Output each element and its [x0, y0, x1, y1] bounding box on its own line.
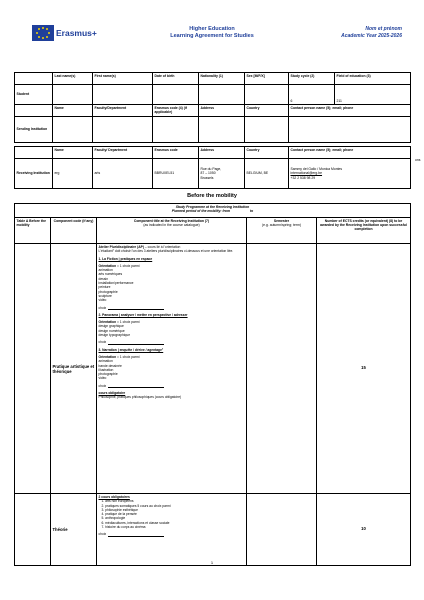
- col-code-text: Component code (if any): [53, 219, 94, 223]
- col-title-text: Component title at the Receiving Institution (7): [133, 219, 210, 223]
- group1-components[interactable]: [97, 244, 247, 494]
- last-name-cell[interactable]: [53, 85, 93, 105]
- theory-item[interactable]: 2. pratiques somatiques 5 cours au choix parmi: [101, 503, 171, 508]
- header-right: [328, 26, 402, 40]
- table-a-label: Table A Before the mobility: [15, 218, 51, 244]
- sending-header-name: Name: [53, 105, 93, 117]
- sending-corner: [15, 105, 53, 117]
- eu-flag-icon: [32, 25, 54, 41]
- choix-label: choix: [98, 383, 107, 388]
- receiving-name-cell[interactable]: erg: [53, 159, 93, 189]
- s1-item[interactable]: vidéo: [98, 298, 107, 303]
- choix-label: choix: [98, 305, 107, 310]
- group2-left: [15, 494, 51, 566]
- group1-semester-cell[interactable]: [247, 244, 317, 494]
- sending-faculty-cell[interactable]: [93, 117, 153, 143]
- theory-item[interactable]: 6. médiacultures, interactions et classe sociale: [101, 520, 170, 525]
- study-programme-table: [14, 203, 411, 566]
- nationality-cell[interactable]: [199, 85, 245, 105]
- orientation-rest-3: = 1 choix parmi: [116, 354, 140, 359]
- choix-label: choix: [98, 532, 107, 537]
- group2-label: Théorie: [51, 494, 97, 566]
- sp-title-line-2: [17, 209, 409, 213]
- header-field: Field of education (3): [335, 73, 411, 85]
- col-semester-text: Semester: [273, 219, 290, 223]
- choix-blank[interactable]: [108, 309, 164, 310]
- address-line-1: Rue du Page,: [200, 167, 222, 172]
- atelier-line-2: L'étudiant° doit choisir l'un des 3 ateliers pluridisciplinaires ci-dessous et une orientation liée.: [98, 249, 234, 254]
- receiving-faculty-cell[interactable]: arts: [93, 159, 153, 189]
- title-line-1: Higher Education: [189, 26, 235, 32]
- group1-label: Pratique artistique et théorique: [51, 244, 97, 494]
- choix-blank[interactable]: [108, 387, 164, 388]
- section3-title: 3. Narration | enquête / dérive / agentage°: [98, 347, 164, 352]
- sp-title-line-1: Study Programme at the Receiving Institution: [175, 205, 250, 209]
- col-title-sub: (as indicated in the course catalogue): [143, 223, 200, 228]
- group2-intro: 2 cours obligatoires: [98, 495, 130, 499]
- page-number: 1: [210, 560, 214, 565]
- student-corner: [15, 73, 53, 85]
- choix-blank[interactable]: [108, 344, 164, 345]
- group1-credits[interactable]: 15: [317, 244, 411, 494]
- sp-period-to: to: [250, 209, 254, 214]
- receiving-header-contact: Contact person name (5); email; phone: [289, 147, 411, 159]
- col-semester-sub: (e.g. autumn/spring; term): [261, 223, 301, 228]
- col-credits: Number of ECTS credits (or equivalent) (8) to be awarded by the Receiving Institution upon successful completion: [317, 218, 411, 244]
- logo-text: Erasmus+: [56, 28, 97, 38]
- sending-header-address: Address: [199, 105, 245, 117]
- theory-item[interactable]: 4. pratique de la pensée: [101, 512, 137, 517]
- section1-title: 1. La Fiction | pratiques en espace: [98, 256, 153, 261]
- student-table: [14, 72, 411, 105]
- header-sex: Sex [M/F/X]: [245, 73, 289, 85]
- address-line-2: 87 – 1050: [200, 171, 216, 176]
- receiving-header-faculty: Faculty/ Department: [93, 147, 153, 159]
- obligatory-text: Philosophie, pratiques philosophiques (cours obligatoire): [98, 395, 182, 400]
- before-mobility-heading: Before the mobility: [187, 193, 237, 199]
- sending-row-label: Sending Institution: [15, 117, 53, 143]
- receiving-header-address: Address: [199, 147, 245, 159]
- sending-header-faculty: Faculty/Department: [93, 105, 153, 117]
- atelier-title: Atelier Pluridisciplinaire (AP): [98, 245, 144, 249]
- sending-address-cell[interactable]: [199, 117, 245, 143]
- s2-item[interactable]: design typographique: [98, 333, 131, 338]
- receiving-header-name: Name: [53, 147, 93, 159]
- sending-header-country: Country: [245, 105, 289, 117]
- choix-line-4[interactable]: [99, 532, 245, 536]
- atelier-rest: – cours lié à l'orientation: [143, 245, 181, 249]
- sending-table: [14, 104, 411, 143]
- contact-phone: +32 2 538 98 29: [290, 175, 316, 180]
- header-study-cycle: Study cycle (2): [289, 73, 335, 85]
- orientation-label-3: Orientation: [98, 354, 117, 359]
- s1-item[interactable]: dessin: [98, 276, 109, 281]
- col-component-code: [51, 218, 97, 244]
- group2-semester-cell[interactable]: [247, 494, 317, 566]
- sp-period-from: Planned period of the mobility: from: [171, 209, 231, 214]
- theory-item[interactable]: 1. arts non européens: [101, 499, 134, 504]
- header-dob: Date of birth: [153, 73, 199, 85]
- margin-note: ons: [415, 158, 421, 162]
- study-cycle-cell[interactable]: 6: [289, 85, 335, 105]
- sending-code-cell[interactable]: [153, 117, 199, 143]
- field-cell[interactable]: 211: [335, 85, 411, 105]
- address-line-3: Brussels: [200, 175, 214, 180]
- header-nationality: Nationality (1): [199, 73, 245, 85]
- student-row-label: Student: [15, 85, 53, 105]
- receiving-contact-cell[interactable]: [289, 159, 411, 189]
- s1-item[interactable]: photographie: [98, 289, 118, 294]
- receiving-corner: [15, 147, 53, 159]
- study-programme-title: [15, 204, 411, 218]
- receiving-header-code: Erasmus code: [153, 147, 199, 159]
- group2-credits[interactable]: 10: [317, 494, 411, 566]
- s3-item[interactable]: vidéo: [98, 376, 107, 381]
- s1-item[interactable]: animation: [98, 268, 113, 273]
- orientation-label-1: Orientation: [98, 263, 117, 268]
- header-first-name: First name(s): [93, 73, 153, 85]
- header-last-name: Last name(s): [53, 73, 93, 85]
- col-component-title: [97, 218, 247, 244]
- orientation-rest-2: = 1 choix parmi: [116, 320, 140, 325]
- group1-left: [15, 244, 51, 494]
- orientation-label-2: Orientation: [98, 320, 117, 325]
- dob-cell[interactable]: [153, 85, 199, 105]
- s3-item[interactable]: bande dessinée: [98, 363, 122, 368]
- title-line-2: Learning Agreement for Studies: [170, 33, 254, 39]
- receiving-country-cell[interactable]: BELGIUM, BE: [245, 159, 289, 189]
- academic-year: Academic Year 2025-2026: [341, 33, 402, 39]
- s1-item[interactable]: peinture: [98, 285, 111, 290]
- sending-header-code: Erasmus code (4) (if applicable): [153, 105, 199, 117]
- receiving-code-cell[interactable]: BBRUXEL51: [153, 159, 199, 189]
- sending-name-cell[interactable]: [53, 117, 93, 143]
- section2-title: 2. Panorama | analyser / mettre en perspective / adresser: [98, 312, 188, 317]
- receiving-table: [14, 146, 411, 189]
- erasmus-logo: [32, 25, 100, 45]
- s3-item[interactable]: photographie: [98, 372, 118, 377]
- student-name-label: Nom et prénom: [365, 26, 402, 32]
- receiving-header-country: Country: [245, 147, 289, 159]
- sending-header-contact: Contact person name (5); email; phone: [289, 105, 411, 117]
- theory-item[interactable]: 7. histoire du corps au cinéma: [101, 525, 146, 530]
- s2-item[interactable]: design graphique: [98, 324, 124, 329]
- s1-item[interactable]: sculpture: [98, 293, 112, 298]
- first-name-cell[interactable]: [93, 85, 153, 105]
- s3-item[interactable]: animation: [98, 359, 113, 364]
- orientation-rest-1: = 1 choix parmi: [116, 263, 140, 268]
- s2-item[interactable]: design numérique: [98, 328, 125, 333]
- receiving-address-cell[interactable]: [199, 159, 245, 189]
- choix-blank[interactable]: [108, 536, 164, 537]
- contact-email-link[interactable]: international@erg.be: [290, 171, 323, 176]
- contact-name: Sammy del Gallo / Monica Montes: [290, 167, 343, 172]
- s3-item[interactable]: illustration: [98, 367, 114, 372]
- col-semester: [247, 218, 317, 244]
- theory-item[interactable]: 5. anthropologie: [101, 516, 126, 521]
- s1-item[interactable]: arts numériques: [98, 272, 123, 277]
- sending-country-cell[interactable]: [245, 117, 289, 143]
- obligatory-title: cours obligatoire: [98, 391, 126, 396]
- document-title: [132, 26, 292, 40]
- s1-item[interactable]: installation/performance: [98, 281, 134, 286]
- sending-contact-cell[interactable]: [289, 117, 411, 143]
- receiving-row-label: Receiving Institution: [15, 159, 53, 189]
- sex-cell[interactable]: [245, 85, 289, 105]
- theory-item[interactable]: 3. philosophie esthétique: [101, 507, 138, 512]
- group2-components[interactable]: [97, 494, 247, 566]
- choix-label: choix: [98, 340, 107, 345]
